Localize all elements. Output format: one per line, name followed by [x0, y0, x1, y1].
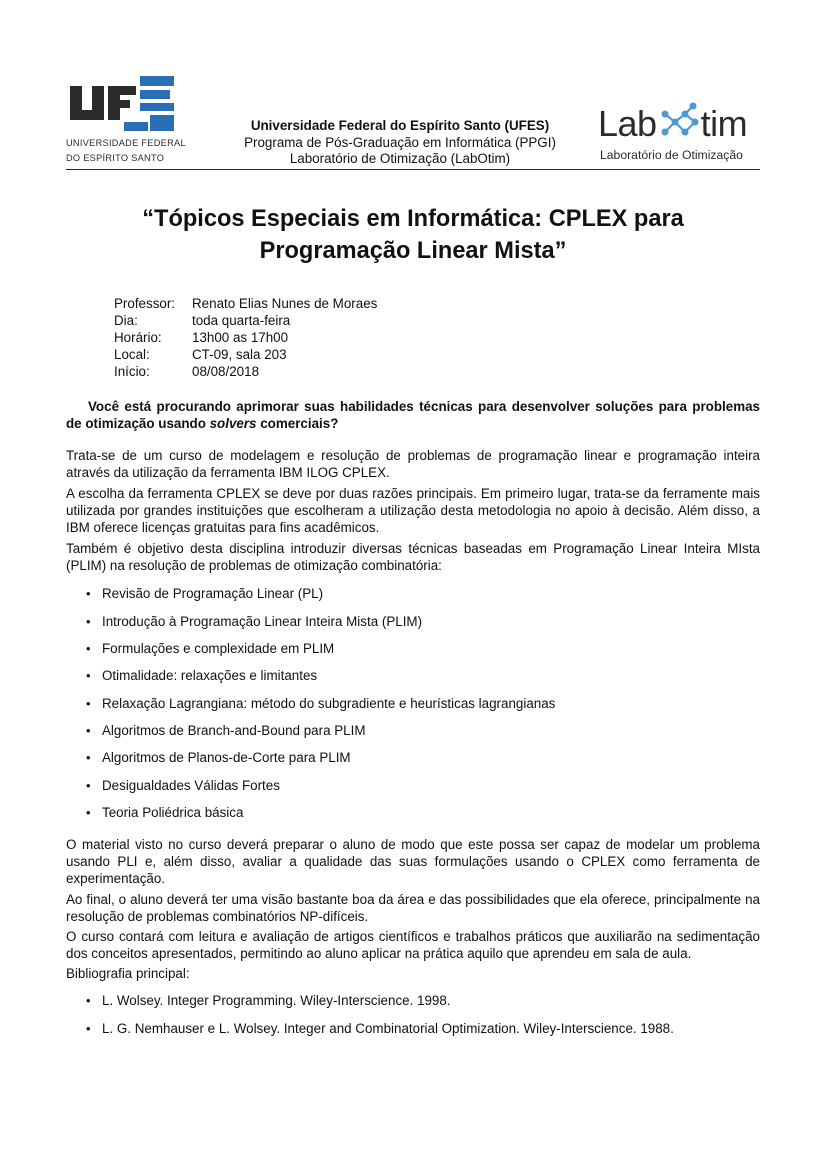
- info-label: Início:: [114, 364, 150, 379]
- topic-item: • Introdução à Programação Linear Inteira Mista (PLIM): [102, 613, 422, 630]
- paragraph-intro: Trata-se de um curso de modelagem e resolução de problemas de programação linear e programação inteira através da utilização da ferramenta IBM ILOG CPLEX.: [66, 448, 760, 480]
- topic-item: • Algoritmos de Planos-de-Corte para PLIM: [102, 749, 351, 766]
- title-line-2: Programação Linear Mista”: [259, 238, 567, 264]
- university-name: Universidade Federal do Espírito Santo (UFES): [250, 118, 550, 133]
- header-institution: [200, 118, 600, 168]
- bibliography-heading: Bibliografia principal:: [66, 966, 190, 981]
- lead-question: [66, 398, 760, 432]
- info-value: toda quarta-feira: [192, 313, 291, 328]
- topic-item: • Otimalidade: relaxações e limitantes: [102, 667, 317, 684]
- lead-italic: solvers: [209, 416, 257, 431]
- ufes-subtitle-line2: DO ESPÍRITO SANTO: [66, 153, 165, 163]
- molecule-icon: [657, 102, 701, 142]
- topic-item: • Relaxação Lagrangiana: método do subgradiente e heurísticas lagrangianas: [102, 695, 555, 712]
- header-divider: [66, 169, 760, 170]
- info-label: Professor:: [114, 296, 176, 311]
- info-row-start: [114, 363, 377, 380]
- info-value: Renato Elias Nunes de Moraes: [192, 296, 378, 311]
- labotim-word-left: Lab: [598, 103, 657, 144]
- topic-item: • Desigualdades Válidas Fortes: [102, 777, 280, 794]
- info-label: Horário:: [114, 330, 162, 345]
- course-info: [114, 295, 377, 380]
- info-value: 13h00 as 17h00: [192, 330, 289, 345]
- info-label: Local:: [114, 347, 150, 362]
- labotim-wordmark: [598, 102, 747, 144]
- info-row-day: [114, 312, 377, 329]
- ufes-subtitle-line1: UNIVERSIDADE FEDERAL: [66, 138, 186, 148]
- info-value: CT-09, sala 203: [192, 347, 287, 362]
- paragraph-objective: Também é objetivo desta disciplina introduzir diversas técnicas baseadas em Programação Linear Inteira MIsta (PLIM) na resolução de problemas de otimização combinatória:: [66, 541, 760, 573]
- info-value: 08/08/2018: [192, 364, 260, 379]
- ufes-logo-mark: [66, 76, 178, 134]
- labotim-subtitle: Laboratório de Otimização: [600, 148, 743, 162]
- labotim-logo: [598, 98, 760, 168]
- labotim-word-right: tim: [700, 103, 748, 144]
- title-line-1: “Tópicos Especiais em Informática: CPLEX para: [142, 206, 684, 232]
- lead-text: Você está procurando aprimorar suas habilidades técnicas para desenvolver soluções para problemas de otimização usando: [66, 399, 760, 431]
- info-row-professor: [114, 295, 377, 312]
- lab-name: Laboratório de Otimização (LabOtim): [289, 151, 511, 166]
- topic-item: • Algoritmos de Branch-and-Bound para PLIM: [102, 722, 366, 739]
- ufes-logo: [66, 76, 186, 168]
- info-label: Dia:: [114, 313, 138, 328]
- info-row-location: [114, 346, 377, 363]
- info-row-time: [114, 329, 377, 346]
- paragraph-cplex-reasons: A escolha da ferramenta CPLEX se deve por duas razões principais. Em primeiro lugar, trata-se da ferramente mais utilizada por grandes instituições que escolheram a utilização desta metodologia no apoio à decisão. Além disso, a IBM oferece licenças gratuitas para fins acadêmicos.: [66, 486, 760, 535]
- paragraph-reading: O curso contará com leitura e avaliação de artigos científicos e trabalhos práticos que auxiliarão na sedimentação dos conceitos apresentados, permitindo ao aluno aplicar na prática aquilo que aprendeu em sala de aula.: [66, 929, 760, 961]
- lead-text-end: comerciais?: [256, 416, 339, 431]
- bibliography-item: • L. G. Nemhauser e L. Wolsey. Integer and Combinatorial Optimization. Wiley-Interscience. 1988.: [102, 1020, 674, 1037]
- document-title: [66, 203, 760, 267]
- topic-item: • Formulações e complexidade em PLIM: [102, 640, 334, 657]
- paragraph-material: O material visto no curso deverá preparar o aluno de modo que este possa ser capaz de modelar um problema usando PLI e, além disso, avaliar a qualidade das suas formulações usando o CPLEX como ferramenta de experimentação.: [66, 837, 760, 886]
- paragraph-final: Ao final, o aluno deverá ter uma visão bastante boa da área e das possibilidades que ela oferece, principalmente na resolução de problemas combinatórios NP-difíceis.: [66, 892, 760, 924]
- program-name: Programa de Pós-Graduação em Informática (PPGI): [244, 134, 556, 150]
- bibliography-item: • L. Wolsey. Integer Programming. Wiley-Interscience. 1998.: [102, 992, 451, 1009]
- topic-item: • Teoria Poliédrica básica: [102, 804, 243, 821]
- topic-item: • Revisão de Programação Linear (PL): [102, 585, 323, 602]
